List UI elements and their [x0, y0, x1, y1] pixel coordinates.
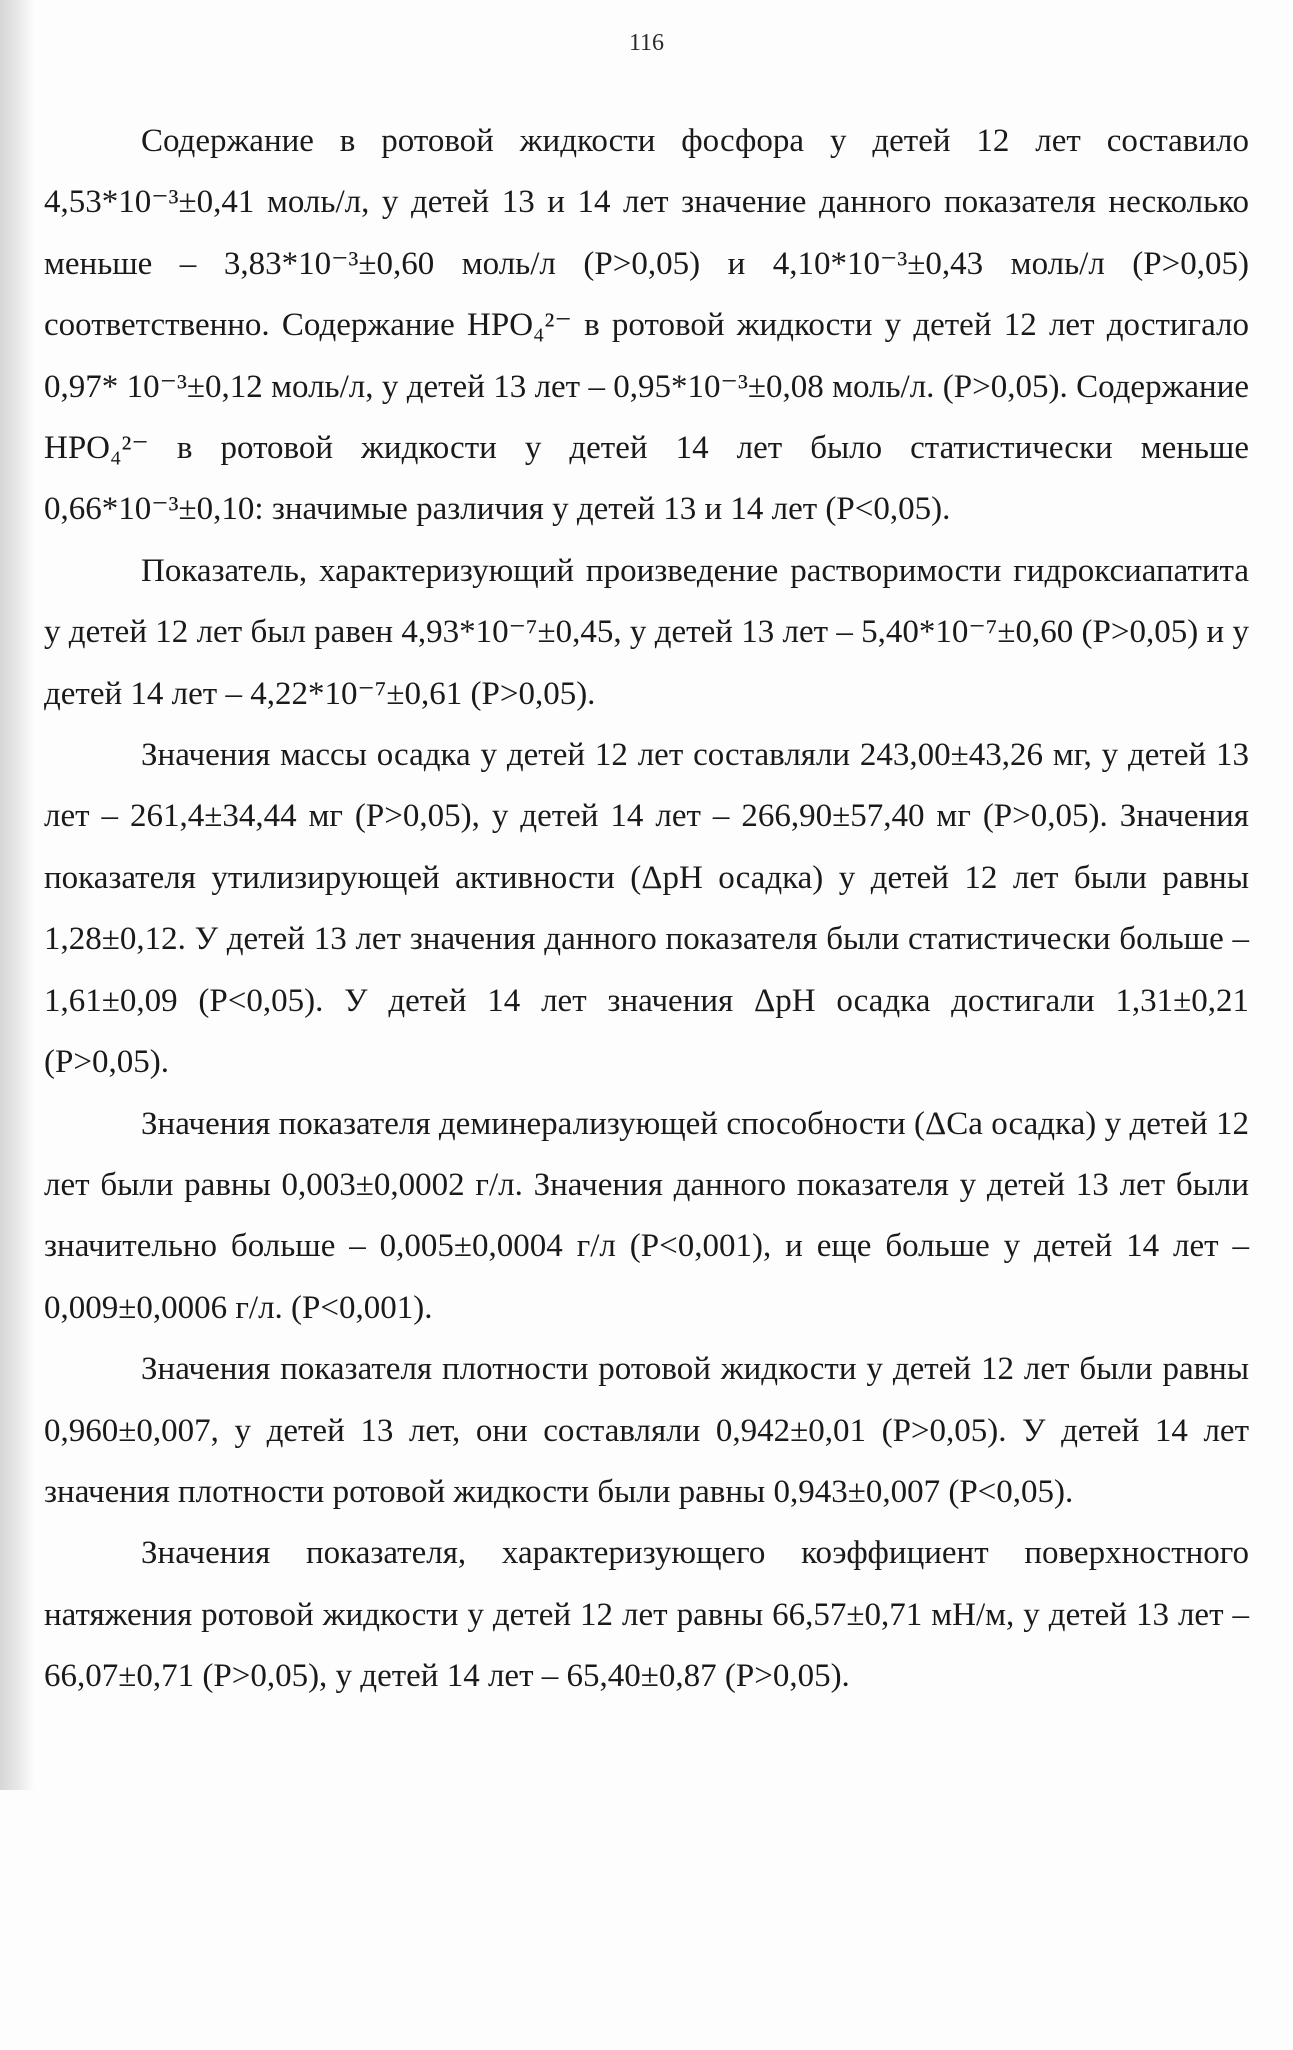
paragraph-sediment-mass: Значения массы осадка у детей 12 лет составляли 243,00±43,26 мг, у детей 13 лет – 261,4±34,44 мг (P>0,05), у детей 14 лет – 266,90±57,40 мг (P>0,05). Значения показателя утилизирующей активности (ΔpH осадка) у детей 12 лет были равны 1,28±0,12. У детей 13 лет значения данного показателя были статистически больше – 1,61±0,09 (P<0,05). У детей 14 лет значения ΔpH осадка достигали 1,31±0,21 (P>0,05). [44, 737, 1249, 1081]
scan-shadow-edge [0, 0, 34, 1790]
paragraph-demineralizing: Значения показателя деминерализующей способности (ΔCa осадка) у детей 12 лет были равны 0,003±0,0002 г/л. Значения данного показателя у детей 13 лет были значительно больше – 0,005±0,0004 г/л (P<0,001), и еще больше у детей 14 лет – 0,009±0,0006 г/л. (P<0,001). [44, 1105, 1249, 1326]
document-body [44, 111, 1249, 1708]
paragraph-density: Значения показателя плотности ротовой жидкости у детей 12 лет были равны 0,960±0,007, у детей 13 лет, они составляли 0,942±0,01 (P>0,05). У детей 14 лет значения плотности ротовой жидкости были равны 0,943±0,007 (P<0,05). [44, 1351, 1249, 1510]
paragraph-surface-tension: Значения показателя, характеризующего коэффициент поверхностного натяжения ротовой жидкости у детей 12 лет равны 66,57±0,71 мН/м, у детей 13 лет – 66,07±0,71 (P>0,05), у детей 14 лет – 65,40±0,87 (P>0,05). [44, 1535, 1249, 1695]
paragraph-hydroxyapatite: Показатель, характеризующий произведение растворимости гидроксиапатита у детей 12 лет был равен 4,93*10⁻⁷±0,45, у детей 13 лет – 5,40*10⁻⁷±0,60 (P>0,05) и у детей 14 лет – 4,22*10⁻⁷±0,61 (P>0,05). [44, 552, 1249, 712]
page-number: 116 [628, 30, 665, 56]
paragraph-phosphorus: Содержание в ротовой жидкости фосфора у детей 12 лет составило 4,53*10⁻³±0,41 моль/л, у детей 13 и 14 лет значение данного показателя несколько меньше – 3,83*10⁻³±0,60 моль/л (P>0,05) и 4,10*10⁻³±0,43 моль/л (P>0,05) соответственно. Содержание HPO₄²⁻ в ротовой жидкости у детей 12 лет достигало 0,97* 10⁻³±0,12 моль/л, у детей 13 лет – 0,95*10⁻³±0,08 моль/л. (P>0,05). Содержание HPO₄²⁻ в ротовой жидкости у детей 14 лет было статистически меньше 0,66*10⁻³±0,10: значимые различия у детей 13 и 14 лет (P<0,05). [44, 123, 1249, 528]
